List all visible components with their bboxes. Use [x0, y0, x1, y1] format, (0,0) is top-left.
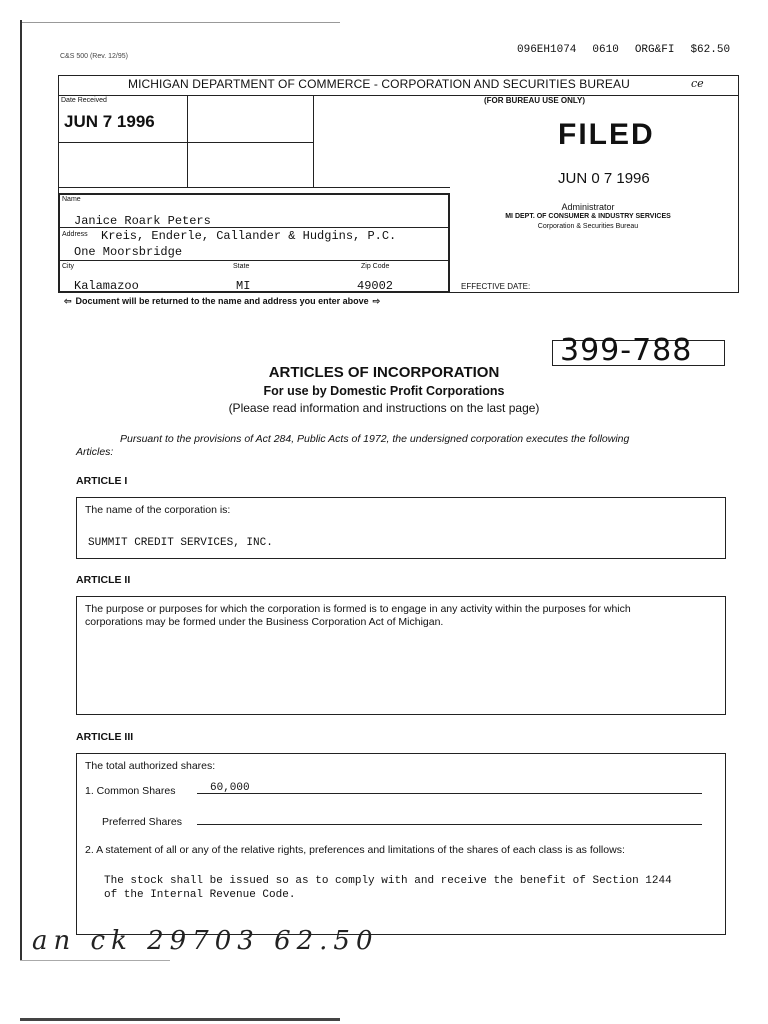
article3-heading: ARTICLE III	[76, 731, 134, 743]
preamble-line1: Pursuant to the provisions of Act 284, Public Acts of 1972, the undersigned corporation executes the following	[120, 433, 630, 445]
city-value: Kalamazoo	[74, 279, 139, 293]
statement-label: 2. A statement of all or any of the relative rights, preferences and limitations of the shares of each class is as follows:	[85, 844, 625, 856]
article2-heading: ARTICLE II	[76, 574, 131, 586]
article2-line2: corporations may be formed under the Business Corporation Act of Michigan.	[85, 616, 444, 628]
divider	[313, 95, 314, 187]
stamp-code: ORG&FI	[634, 44, 675, 56]
name-label: Name	[62, 196, 81, 203]
divider	[58, 260, 450, 261]
name-value: Janice Roark Peters	[74, 214, 211, 228]
common-shares-label: 1. Common Shares	[85, 785, 176, 797]
divider	[58, 95, 739, 96]
zip-value: 49002	[357, 279, 394, 293]
state-value: MI	[236, 279, 251, 293]
divider	[58, 142, 313, 143]
article2-line1: The purpose or purposes for which the corporation is formed is to engage in any activity within the purposes for which	[85, 603, 631, 615]
stamp-code: $62.50	[690, 44, 731, 56]
document-subtitle: For use by Domestic Profit Corporations	[263, 384, 505, 398]
preferred-shares-label: Preferred Shares	[102, 816, 182, 828]
scan-edge-top	[20, 22, 340, 23]
filed-stamp-word: FILED	[558, 118, 655, 151]
filed-stamp-bureau: Corporation & Securities Bureau	[537, 223, 639, 230]
filed-stamp-dept: MI DEPT. OF CONSUMER & INDUSTRY SERVICES	[505, 213, 671, 220]
statement-line1: The stock shall be issued so as to comply with and receive the benefit of Section 1244	[104, 875, 672, 887]
bureau-title: MICHIGAN DEPARTMENT OF COMMERCE - CORPORATION AND SECURITIES BUREAU	[128, 77, 630, 91]
state-label: State	[233, 263, 250, 270]
filed-stamp-title: Administrator	[561, 202, 615, 212]
scan-edge-next-page	[20, 1018, 340, 1021]
stamp-code: 096EH1074	[517, 44, 577, 56]
date-received-label: Date Received	[61, 97, 107, 104]
filed-stamp-date: JUN 0 7 1996	[558, 170, 650, 187]
divider	[58, 187, 450, 188]
address-line2: One Moorsbridge	[74, 245, 183, 259]
address-block	[58, 193, 450, 293]
file-number: 399-788	[560, 333, 693, 368]
return-note-text: Document will be returned to the name and address you enter above	[75, 296, 369, 306]
bureau-use-label: (FOR BUREAU USE ONLY)	[484, 96, 586, 105]
article1-value: SUMMIT CREDIT SERVICES, INC.	[88, 537, 273, 549]
divider	[58, 227, 450, 228]
arrow-right-icon: ⇨	[372, 296, 381, 306]
article3-label: The total authorized shares:	[85, 760, 216, 772]
divider	[187, 95, 188, 187]
handwritten-note: an ck 29703 62.50	[32, 926, 379, 956]
stamp-code: 0610	[592, 44, 619, 56]
stamp-codes	[517, 44, 730, 56]
scan-edge-left	[20, 20, 22, 960]
address-label: Address	[62, 231, 88, 238]
common-shares-line	[197, 793, 702, 794]
preamble-line2: Articles:	[76, 446, 114, 458]
preferred-shares-line	[197, 824, 702, 825]
city-label: City	[62, 263, 75, 270]
article1-label: The name of the corporation is:	[85, 504, 231, 516]
article1-heading: ARTICLE I	[76, 475, 128, 487]
return-note	[64, 296, 380, 307]
date-received: JUN 7 1996	[64, 112, 155, 131]
effective-date-label: EFFECTIVE DATE:	[461, 282, 531, 291]
form-number: C&S 500 (Rev. 12/95)	[60, 53, 128, 60]
arrow-left-icon: ⇦	[64, 296, 72, 306]
common-shares-value: 60,000	[210, 782, 250, 794]
document-note: (Please read information and instructions on the last page)	[228, 401, 540, 415]
statement-line2: of the Internal Revenue Code.	[104, 889, 296, 901]
scan-edge-bottom	[20, 960, 170, 961]
address-line1: Kreis, Enderle, Callander & Hudgins, P.C.	[101, 229, 397, 243]
initials: ce	[691, 77, 704, 90]
zip-label: Zip Code	[361, 263, 390, 270]
document-title: ARTICLES OF INCORPORATION	[268, 364, 500, 381]
